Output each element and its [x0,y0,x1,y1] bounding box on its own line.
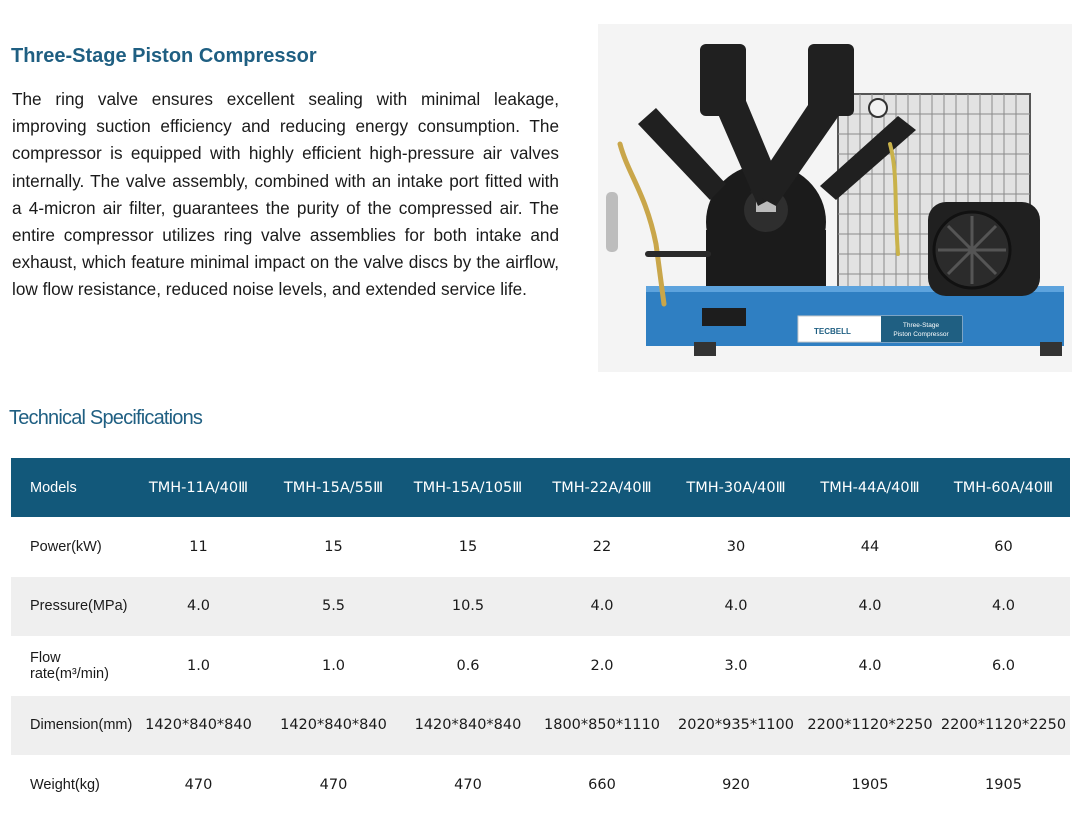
table-cell: 2020*935*1100 [678,717,794,734]
table-cell: 15 [324,538,343,555]
model-header: TMH-15A/105Ⅲ [413,479,523,496]
model-header: TMH-30A/40Ⅲ [686,479,786,496]
electric-motor [928,202,1040,296]
model-header: TMH-15A/55Ⅲ [283,479,384,496]
table-cell: 1800*850*1110 [544,717,660,734]
compressor-base [646,286,1064,356]
table-cell: 44 [860,538,880,555]
table-row-weight [11,755,1070,815]
table-cell: 1420*840*840 [280,717,387,734]
table-row-power [11,517,1070,577]
table-cell: 30 [726,538,746,555]
row-label: Flow rate(m³/min) [30,649,109,682]
table-cell: 4.0 [858,598,882,615]
table-cell: 2200*1120*2250 [807,717,933,734]
table-cell: 2200*1120*2250 [940,717,1067,734]
table-cell: 15 [458,538,478,555]
table-cell: 22 [592,538,612,555]
compressor-image [598,24,1072,372]
brand-plate-line1: Three-Stage [902,322,940,329]
models-label: Models [30,479,77,496]
row-label: Weight(kg) [30,776,100,793]
spec-header-row [11,458,1070,517]
table-cell: 5.5 [321,598,346,615]
table-cell: 470 [454,776,482,793]
table-cell: 1420*840*840 [145,717,252,734]
product-description: The ring valve ensures excellent sealing with minimal leakage, improving suction efficiency and reducing energy consumption. The compressor is equipped with highly efficient high-pressure air valves internally. The valve assembly, combined with an intake port fitted with a 4-micron air filter, guarantees the purity of the compressed air. The entire compressor utilizes ring valve assemblies for both intake and exhaust, which feature minimal impact on the valve discs by the airflow, low flow resistance, reduced noise levels, and extended service life. [12,89,559,300]
table-cell: 4.0 [724,598,748,615]
table-cell: 1.0 [186,657,211,674]
spec-table [11,458,1070,815]
air-filter [606,192,618,252]
brand-plate-line2: Piston Compressor [893,331,949,338]
table-cell: 2.0 [590,657,614,674]
product-title: Three-Stage Piston Compressor [11,45,317,67]
table-cell: 470 [319,776,348,793]
table-cell: 4.0 [991,598,1016,615]
table-cell: 920 [722,776,750,793]
table-cell: 4.0 [858,657,882,674]
table-cell: 3.0 [724,657,748,674]
model-header: TMH-60A/40Ⅲ [953,479,1054,496]
table-cell: 11 [189,538,208,555]
brand-plate-logo: TECBELL [814,327,851,336]
table-cell: 0.6 [456,657,480,674]
table-cell: 4.0 [590,598,614,615]
table-cell: 470 [184,776,213,793]
pressure-gauge-icon [869,99,887,117]
table-cell: 1420*840*840 [414,717,522,734]
model-header: TMH-44A/40Ⅲ [820,479,920,496]
row-label: Power(kW) [30,538,102,555]
table-cell: 660 [588,776,616,793]
table-cell: 1905 [985,776,1022,793]
row-label: Dimension(mm) [30,717,133,734]
table-cell: 10.5 [451,598,485,615]
row-label: Pressure(MPa) [30,598,128,615]
specs-heading: Technical Specifications [9,407,203,429]
table-cell: 1.0 [321,657,346,674]
model-header: TMH-11A/40Ⅲ [148,479,249,496]
table-cell: 60 [994,538,1013,555]
table-cell: 1905 [851,776,889,793]
model-header: TMH-22A/40Ⅲ [552,479,652,496]
table-row-pressure [11,577,1070,637]
table-row-dimension [11,696,1070,756]
table-cell: 6.0 [991,657,1016,674]
table-row-flow-rate [11,636,1070,696]
table-cell: 4.0 [186,598,211,615]
